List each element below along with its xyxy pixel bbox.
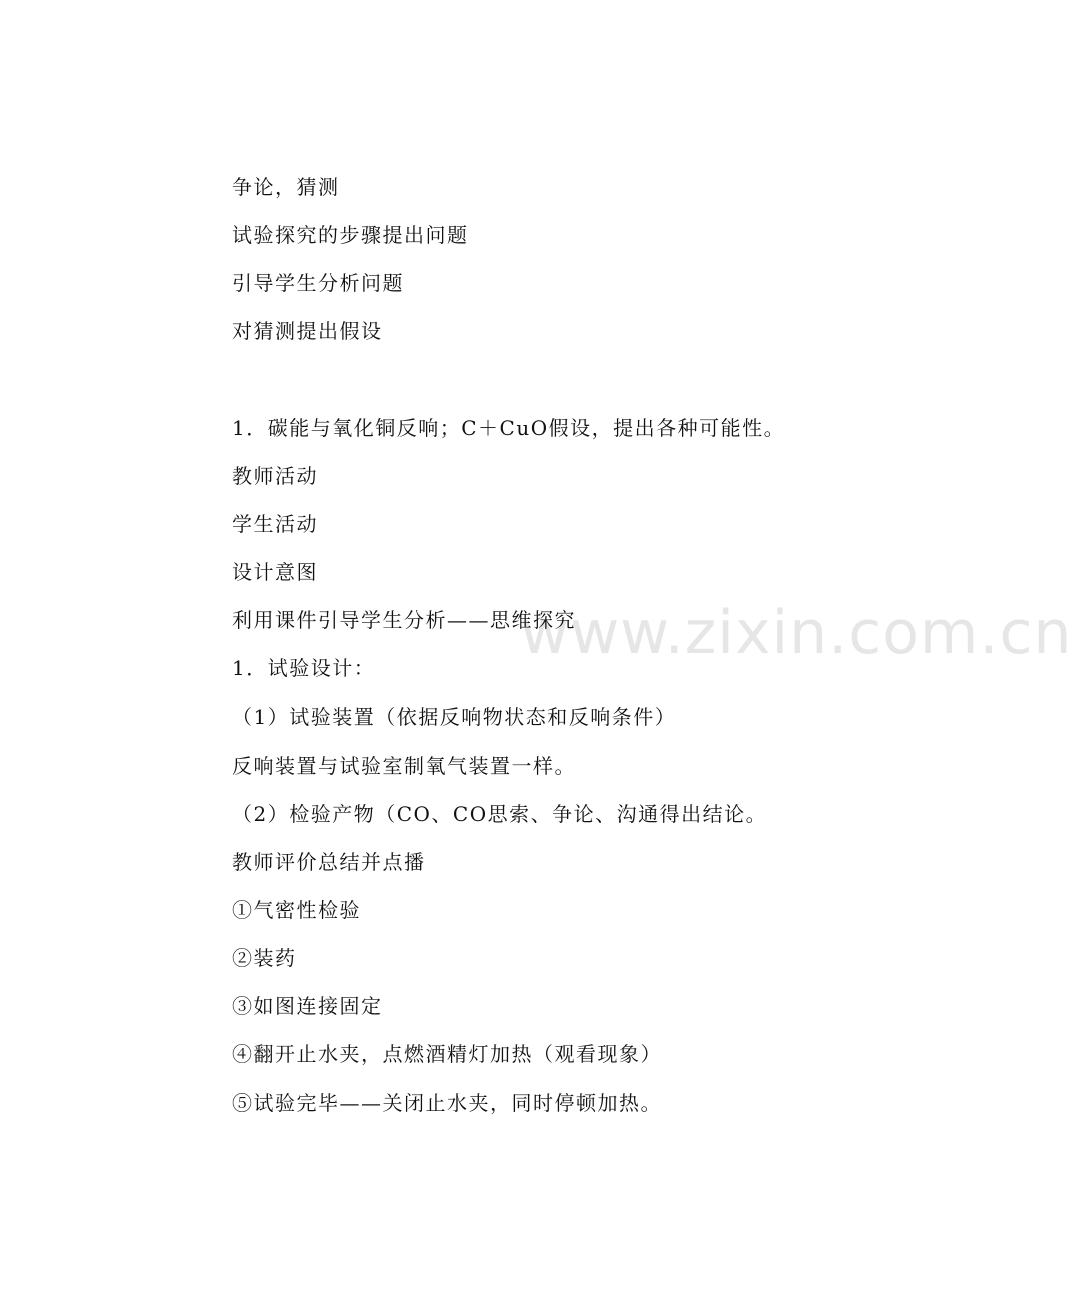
text-line: （2）检验产物（CO、CO思索、争论、沟通得出结论。: [232, 802, 768, 826]
text-line: 教师活动: [232, 464, 318, 488]
text-line: 争论，猜测: [232, 175, 340, 199]
text-line: 设计意图: [232, 560, 318, 584]
text-line: 利用课件引导学生分析——思维探究: [232, 608, 576, 632]
text-line: 学生活动: [232, 512, 318, 536]
text-line: （1）试验装置（依据反响物状态和反响条件）: [232, 705, 677, 729]
text-line: ④翻开止水夹，点燃酒精灯加热（观看现象）: [232, 1042, 662, 1066]
text-line: 试验探究的步骤提出问题: [232, 223, 469, 247]
text-line: 教师评价总结并点播: [232, 850, 426, 874]
text-line: 对猜测提出假设: [232, 319, 383, 343]
text-line: ⑤试验完毕——关闭止水夹，同时停顿加热。: [232, 1091, 662, 1115]
text-line: 反响装置与试验室制氧气装置一样。: [232, 754, 576, 778]
text-line: ③如图连接固定: [232, 994, 383, 1018]
watermark: www.zixin.com.cn: [520, 598, 1072, 668]
text-line: ①气密性检验: [232, 898, 361, 922]
text-line: 1．试验设计：: [232, 656, 376, 680]
text-line: 1．碳能与氧化铜反响；C＋CuO假设，提出各种可能性。: [232, 416, 786, 440]
text-line: ②装药: [232, 946, 297, 970]
text-line: 引导学生分析问题: [232, 271, 404, 295]
